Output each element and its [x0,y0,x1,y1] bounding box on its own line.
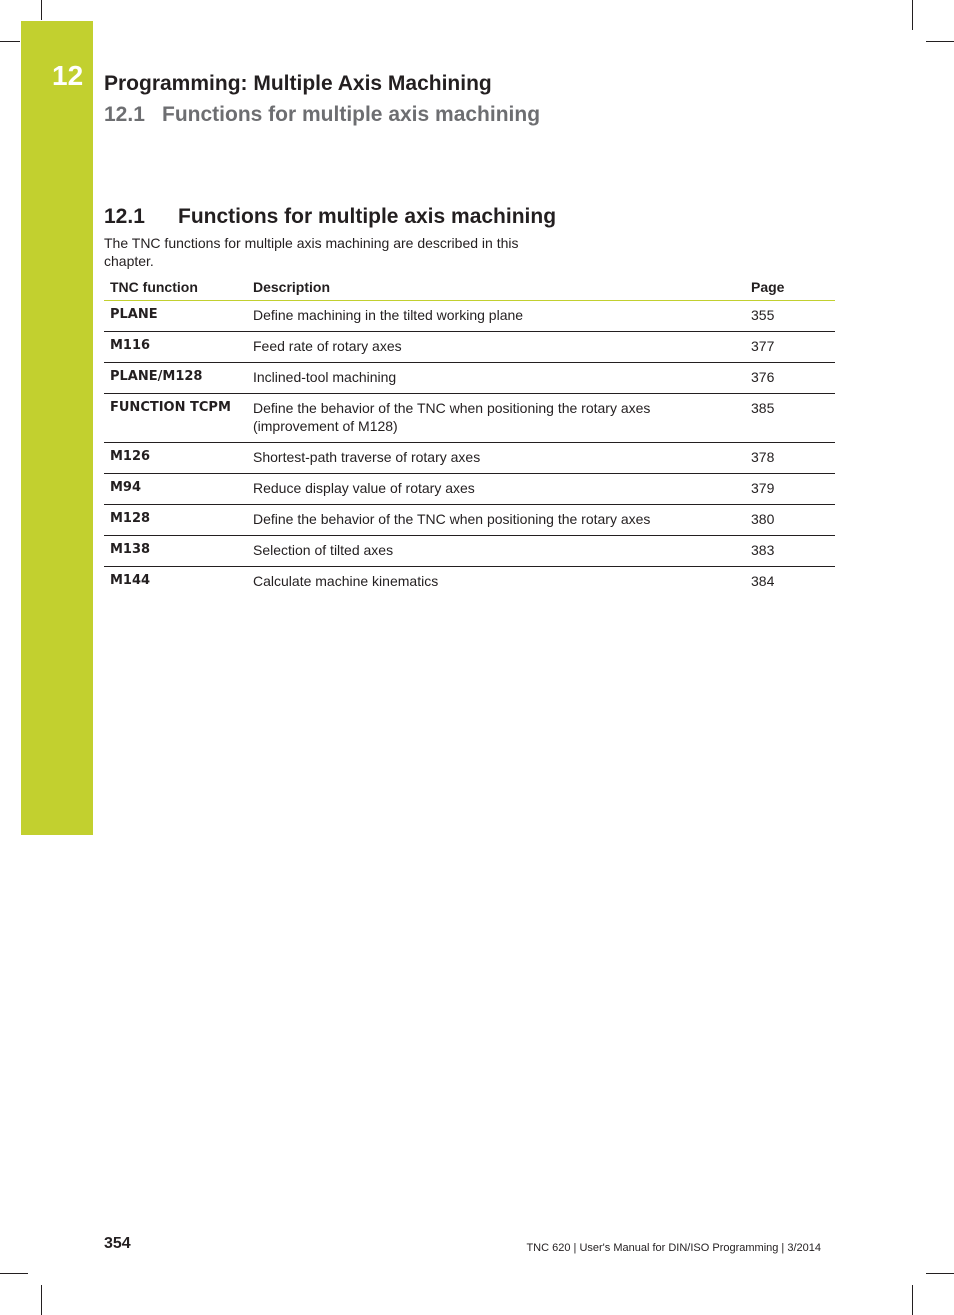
description-cell: Inclined-tool machining [247,363,745,394]
description-cell: Define machining in the tilted working plane [247,301,745,332]
table-header-row [104,274,835,301]
crop-mark [0,1273,28,1274]
crop-mark [41,0,42,20]
running-section-header [104,103,540,127]
page-cell: 379 [745,474,835,505]
page-number: 354 [104,1235,131,1252]
table-row [104,332,835,363]
function-cell: PLANE [104,301,247,332]
crop-mark [926,1273,954,1274]
table-row [104,363,835,394]
chapter-tab [21,21,93,835]
function-cell: M144 [110,573,151,588]
functions-table [104,274,835,597]
running-section-number: 12.1 [104,103,145,126]
description-cell: Selection of tilted axes [247,536,745,567]
description-cell: Define the behavior of the TNC when positioning the rotary axes (improvement of M128) [247,394,745,443]
page-cell: 380 [745,505,835,536]
column-header-function: TNC function [104,274,247,301]
chapter-number: 12 [52,60,84,91]
crop-mark [926,41,954,42]
page-cell: 376 [745,363,835,394]
chapter-title: Programming: Multiple Axis Machining [104,72,492,95]
running-section-title: Functions for multiple axis machining [162,103,541,126]
table-row [104,474,835,505]
description-cell: Shortest-path traverse of rotary axes [247,443,745,474]
page-cell: 384 [751,573,775,589]
function-cell: M126 [104,443,247,474]
table-row [104,567,835,598]
crop-mark [0,41,20,42]
section-title: Functions for multiple axis machining [178,205,557,228]
section-number: 12.1 [104,205,145,228]
page-cell: 385 [745,394,835,443]
crop-mark [912,1285,913,1315]
column-header-description: Description [247,274,745,301]
section-heading [104,205,556,229]
function-cell: FUNCTION TCPM [104,394,247,443]
page-cell: 383 [745,536,835,567]
footer-manual-title: TNC 620 | User's Manual for DIN/ISO Programming | 3/2014 [526,1242,821,1254]
table-row [104,301,835,332]
function-cell: M128 [104,505,247,536]
crop-mark [41,1285,42,1315]
table-row [104,505,835,536]
page-cell: 377 [745,332,835,363]
description-cell: Calculate machine kinematics [253,573,439,589]
crop-mark [912,0,913,30]
description-cell: Reduce display value of rotary axes [247,474,745,505]
table-row [104,443,835,474]
function-cell: M138 [104,536,247,567]
function-cell: M94 [104,474,247,505]
description-cell: Define the behavior of the TNC when positioning the rotary axes [247,505,745,536]
page-cell: 355 [745,301,835,332]
description-cell: Feed rate of rotary axes [247,332,745,363]
function-cell: PLANE/M128 [104,363,247,394]
function-cell: M116 [104,332,247,363]
page-cell: 378 [745,443,835,474]
column-header-page: Page [745,274,835,301]
table-row [104,394,835,443]
table-row [104,536,835,567]
intro-paragraph: The TNC functions for multiple axis machining are described in this chapter. [104,235,519,269]
